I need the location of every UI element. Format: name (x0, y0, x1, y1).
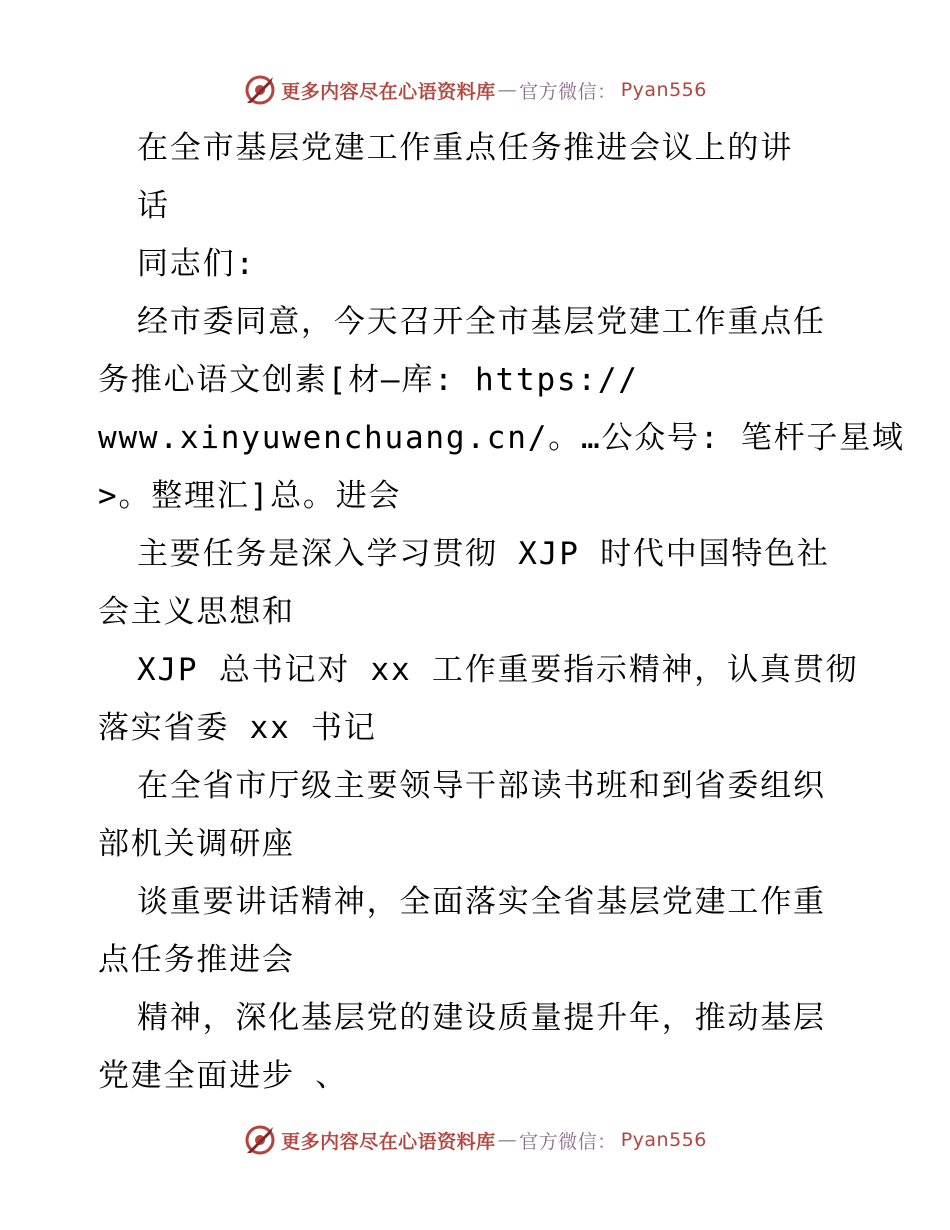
banner-colon: ： (597, 80, 617, 103)
text-line: www.xinyuwenchuang.cn/。…公众号: 笔杆子星域 (98, 420, 905, 456)
text-line: XJP 总书记对 xx 工作重要指示精神，认真贯彻 (137, 652, 859, 688)
text-line: 在全省市厅级主要领导干部读书班和到省委组织 (137, 768, 826, 804)
banner-colon: ： (597, 1130, 617, 1153)
quill-logo-icon (243, 73, 277, 107)
banner-official-label: 官方微信 (519, 1130, 598, 1153)
header-watermark-banner (0, 70, 950, 110)
text-line: 经市委同意，今天召开全市基层党建工作重点任 (137, 304, 826, 340)
text-line: 务推心语文创素[材—库: https:// (98, 362, 639, 398)
text-line: 会主义思想和 (98, 594, 295, 630)
banner-official-label: 官方微信 (519, 80, 598, 103)
text-line: >。整理汇]总。进会 (98, 478, 402, 514)
text-line: 精神，深化基层党的建设质量提升年，推动基层 (137, 1000, 826, 1036)
text-line: 落实省委 xx 书记 (98, 710, 377, 746)
text-line: 同志们: (137, 246, 256, 282)
footer-watermark-banner (0, 1120, 950, 1160)
banner-dash: — (497, 1129, 518, 1151)
text-line: 党建全面进步 、 (98, 1058, 349, 1094)
text-line: 谈重要讲话精神，全面落实全省基层党建工作重 (137, 884, 826, 920)
text-line: 点任务推进会 (98, 942, 295, 978)
text-line: 主要任务是深入学习贯彻 XJP 时代中国特色社 (137, 536, 830, 572)
text-line: 话 (137, 188, 170, 224)
banner-main-text: 更多内容尽在心语资料库 (281, 80, 496, 103)
banner-main-text: 更多内容尽在心语资料库 (281, 1130, 496, 1153)
quill-logo-icon (243, 1123, 277, 1157)
banner-wechat-id: Pyan556 (620, 79, 707, 101)
text-line: 在全市基层党建工作重点任务推进会议上的讲 (137, 130, 793, 166)
banner-wechat-id: Pyan556 (620, 1129, 707, 1151)
document-body (98, 119, 905, 1105)
text-line: 部机关调研座 (98, 826, 295, 862)
banner-dash: — (497, 79, 518, 101)
